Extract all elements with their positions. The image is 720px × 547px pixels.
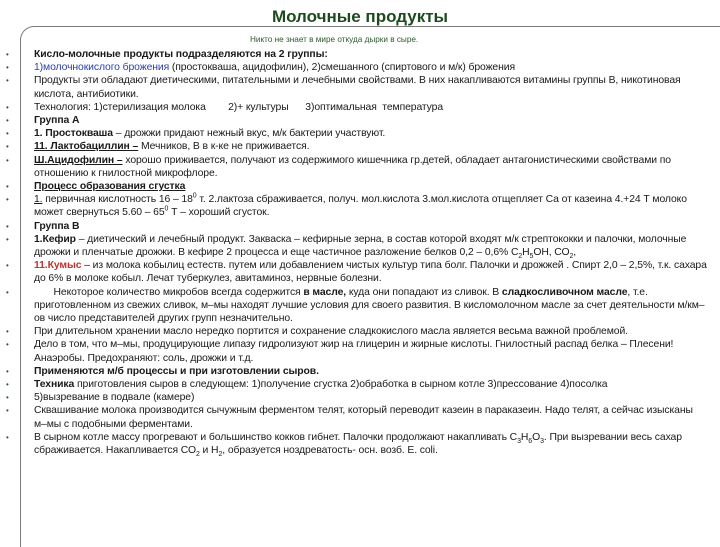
bullet-icon: • — [6, 102, 9, 112]
bullet-icon: • — [6, 432, 9, 442]
bullet-icon: • — [6, 182, 9, 192]
bullet-icon: • — [6, 327, 9, 337]
bullet-icon: • — [6, 393, 9, 403]
list-item: • Ш.Ацидофилин – хорошо приживается, получают из содержимого кишечника гр.детей, обладает антагонистическими свойствами по отношению к гнилостной микрофлоре. — [6, 154, 671, 179]
list-item: • Техника приготовления сыров в следующем: 1)получение сгустка 2)обработка в сырном котле 3)прессование 4)посолка — [6, 379, 608, 391]
list-item: • 1.Кефир – диетический и лечебный продукт. Закваска – кефирные зерна, в состав которой входят м/к стрептококки и палочки, молочные дрожжи и пленчатые дрожжи. В кефире 2 процесса и еще частичное разложение белков 0,2 – 0,6% $С_2Н_5ОН$, $СО_2$, — [6, 233, 687, 261]
list-item: • 11.Кумыс – из молока кобылиц естеств. путем или добавлением чистых культур типа болг. Палочки и дрожжей . Спирт 2,0 – 2,5%, т.к. сахара до 6% в молоке кобыл. Лечат туберкулез, авитаминоз, нервные болезни. — [6, 260, 707, 285]
bullet-icon: • — [6, 380, 9, 390]
bullet-icon: • — [6, 142, 9, 152]
list-item: • Технология: 1)стерилизация молока 2)+ культуры 3)оптимальная температура — [6, 101, 444, 113]
bullet-icon: • — [6, 221, 9, 231]
page-subtitle: Никто не знает в мире откуда дырки в сыре. — [250, 35, 419, 44]
bullet-icon: • — [6, 76, 9, 86]
list-item: • Процесс образования сгустка — [6, 181, 186, 193]
list-item: • Кисло-молочные продукты подразделяются на 2 группы: — [6, 49, 328, 60]
list-item: • Группа А — [6, 115, 80, 127]
list-item: • Применяются м/б процессы и при изготовлении сыров. — [6, 365, 319, 377]
content-list — [0, 48, 720, 457]
bullet-icon: • — [6, 261, 9, 271]
list-item: • Продукты эти обладают диетическими, питательными и лечебными свойствами. В них накапливаются витамины группы В, никотиновая кислота, антибиотики. — [6, 75, 681, 100]
list-item: • 1. первичная кислотность $16 - 18^0$ т. 2.лактоза сбраживается, получ. мол.кислота 3.мол.кислота отщепляет Са от казеина 4.+24 Т молоко может свернуться $5.60 - 65^0$ Т – хороший сгусток. — [6, 192, 687, 219]
list-item: • Некоторое количество микробов всегда содержится в масле, куда они попадают из сливок. В сладкосливочном масле, т.е. приготовленном из свежих сливок, м–мы находят лучшие условия для своего развития. В кисломолочном масле за счет деятельности м/км–ов число представителей других групп незначительно. — [6, 286, 705, 325]
bullet-icon: • — [6, 406, 9, 416]
list-item: • Сквашивание молока производится сычужным ферментом телят, который переводит казеин в параказеин. Надо телят, а сейчас изысканы м–мы с подобными ферментами. — [6, 405, 693, 430]
list-item: • 1. Простокваша – дрожжи придают нежный вкус, м/к бактерии участвуют. — [6, 128, 386, 140]
list-item: • 1)молочнокислого брожения (простокваша, ацидофилин), 2)смешанного (спиртового и м/к) брожения — [6, 62, 515, 74]
list-item: • 11. Лактобациллин – Мечников, В в к-ке не приживается. — [6, 141, 310, 153]
bullet-icon: • — [6, 155, 9, 165]
bullet-icon: • — [6, 116, 9, 126]
bullet-icon: • — [6, 195, 9, 205]
bullet-icon: • — [6, 129, 9, 139]
bullet-icon: • — [6, 234, 9, 244]
bullet-icon: • — [6, 366, 9, 376]
list-item: • В сырном котле массу прогревают и большинство кокков гибнет. Палочки продолжают накапливать $С_3Н_6О_3$. При вызревании весь сахар сбраживается. Накапливается $СО_2$ и $Н_2$, образуется ноздреватость- осн. возб. Е. coli. — [6, 431, 682, 459]
list-item: • 5)вызревание в подвале (камере) — [6, 392, 195, 404]
list-item: • Дело в том, что м–мы, продуцирующие липазу гидролизуют жир на глицерин и жирные кислоты. Гнилостный распад белка – Плесени! Анаэробы. Предохраняют: соль, дрожжи и т.д. — [6, 339, 674, 364]
bullet-icon: • — [6, 340, 9, 350]
list-item: • При длительном хранении масло нередко портится и сохранение сладкокислого масла является весьма важной проблемой. — [6, 326, 628, 338]
bullet-icon: • — [6, 63, 9, 73]
bullet-icon: • — [6, 50, 9, 59]
bullet-icon: • — [6, 287, 9, 297]
list-item: • Группа В — [6, 220, 80, 232]
page-title: Молочные продукты — [271, 7, 449, 26]
